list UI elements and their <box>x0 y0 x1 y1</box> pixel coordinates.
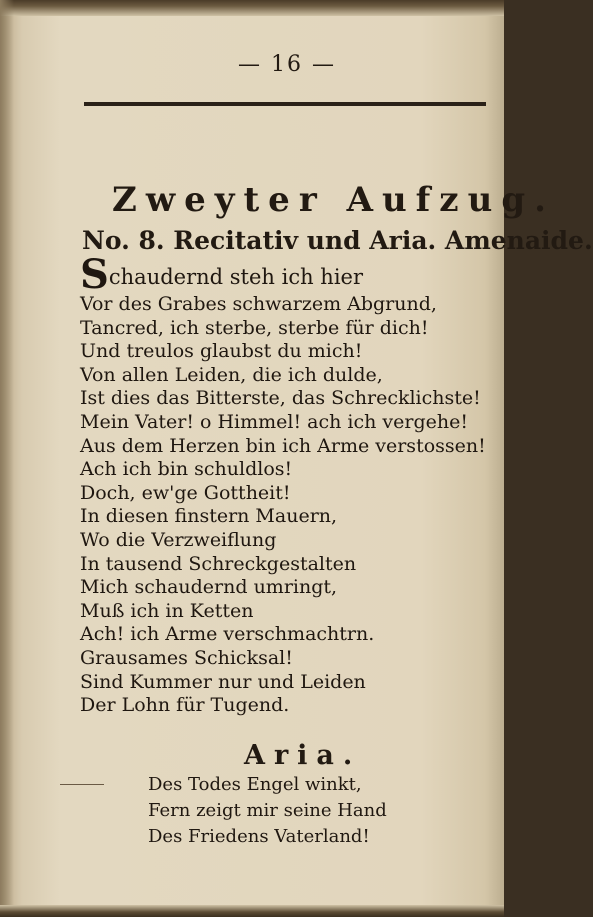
verse-line: In tausend Schreckgestalten <box>80 552 357 575</box>
verse-line: In diesen finstern Mauern, <box>80 505 338 528</box>
first-line-rest: chaudernd steh ich hier <box>108 265 364 289</box>
verse-line: Aus dem Herzen bin ich Arme verstossen! <box>80 434 486 457</box>
verse-line: Grausames Schicksal! <box>80 646 293 669</box>
recitativ-text <box>80 251 486 718</box>
margin-mark <box>60 784 104 785</box>
number-heading: No. 8. Recitativ und Aria. Amenaide. <box>82 226 593 255</box>
initial-letter: S <box>80 251 109 298</box>
verse-line: Von allen Leiden, die ich dulde, <box>80 363 383 386</box>
verse-line: Und treulos glaubst du mich! <box>80 340 363 363</box>
verse-line: Mein Vater! o Himmel! ach ich vergehe! <box>80 410 468 433</box>
verse-line: Ach ich bin schuldlos! <box>80 458 293 481</box>
verse-line: Vor des Grabes schwarzem Abgrund, <box>80 293 437 315</box>
verse-line: Ist dies das Bitterste, das Schrecklichste! <box>80 387 481 410</box>
verse-line: Wo die Verzweiflung <box>80 528 277 551</box>
verse-line: Der Lohn für Tugend. <box>80 694 290 717</box>
act-heading: Zweyter Aufzug. <box>112 180 555 220</box>
page-top-edge <box>0 0 504 16</box>
verse-line: Doch, ew'ge Gottheit! <box>80 481 291 504</box>
aria-line: Fern zeigt mir seine Hand <box>148 800 387 821</box>
verse-line: Sind Kummer nur und Leiden <box>80 670 366 693</box>
verse-line: Muß ich in Ketten <box>80 599 254 622</box>
verse-line: Tancred, ich sterbe, sterbe für dich! <box>80 316 429 339</box>
page-bottom-edge <box>0 905 504 917</box>
verse-line: Ach! ich Arme verschmachtrn. <box>80 623 375 646</box>
aria-heading: Aria. <box>244 740 362 771</box>
aria-line: Des Todes Engel winkt, <box>148 774 362 795</box>
aria-text <box>148 772 387 850</box>
page-number: — 16 — <box>238 52 336 77</box>
header-rule <box>84 102 486 106</box>
aria-line: Des Friedens Vaterland! <box>148 826 370 847</box>
page-gutter-shadow <box>0 0 14 917</box>
recitativ-first-line <box>80 251 486 298</box>
verse-line: Mich schaudernd umringt, <box>80 576 338 599</box>
